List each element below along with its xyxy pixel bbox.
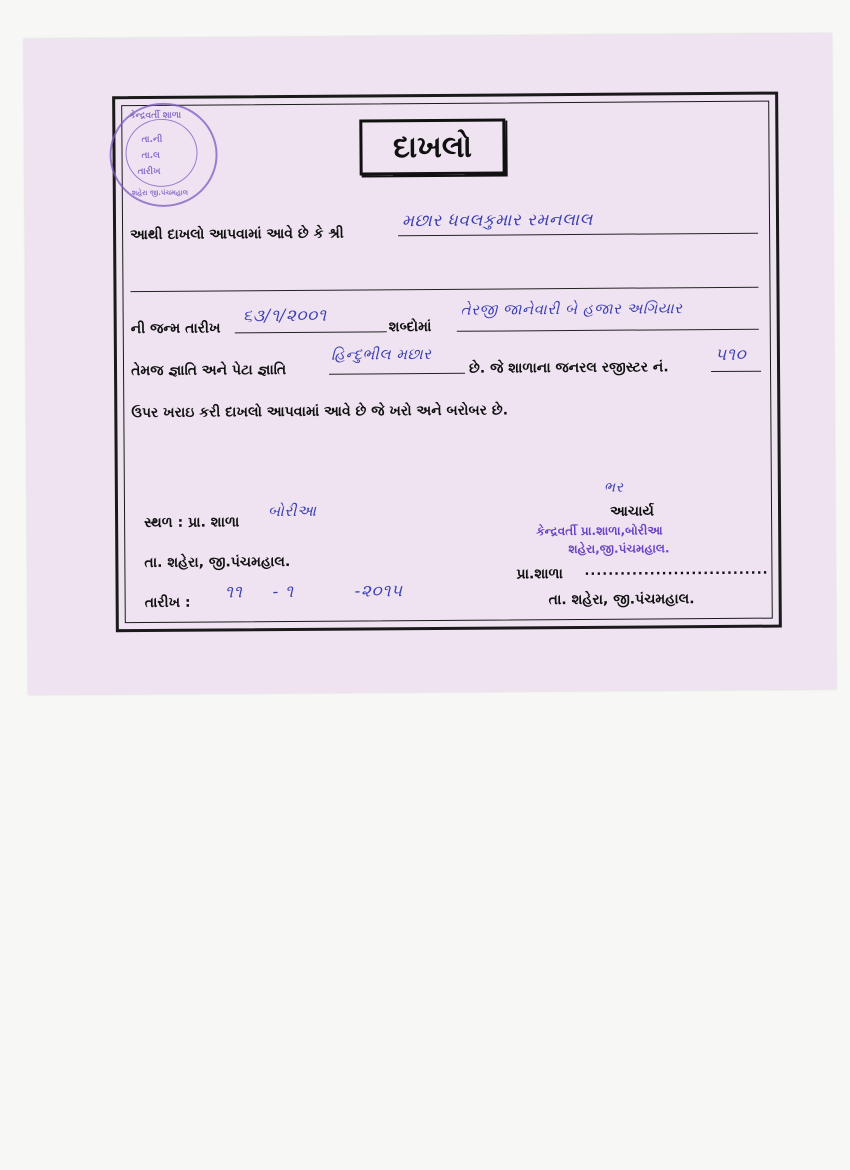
place-value: બોરીઆ [267, 501, 317, 521]
date-month: - ૧ [272, 581, 294, 603]
dob-words: તેરજી જાનેવારી બે હજાર અગિયાર [460, 299, 683, 319]
register-number: ૫૧૦ [714, 344, 747, 366]
dob-words-label: શબ્દોમાં [388, 318, 432, 336]
certificate-title: દાખલો [392, 129, 473, 165]
seal-inner-ring [125, 119, 197, 188]
seal-line-b: તા.લ [141, 150, 160, 162]
school-label: પ્રા.શાળા [516, 566, 563, 583]
register-text: છે. જે શાળાના જનરલ રજીસ્ટર નં. [468, 359, 669, 377]
school-seal-stamp [109, 102, 218, 207]
date-year: -૨૦૧૫ [354, 581, 403, 602]
certificate-paper [24, 33, 837, 695]
date-label: તારીખ : [144, 594, 191, 611]
caste-value: હિન્દુભીલ મછાર [330, 344, 432, 364]
principal-stamp-line2: શહેરા,જી.પંચમહાલ. [568, 541, 670, 557]
seal-line-a: તા.ની [141, 134, 163, 146]
footer-taluka-left: તા. શહેરા, જી.પંચમહાલ. [144, 553, 291, 571]
line4-text: ઉપર ખરાઇ કરી દાખલો આપવામાં આવે છે જે ખરો અને બરોબર છે. [131, 402, 509, 422]
dob-digits: ૬૩/૧/૨૦૦૧ [242, 305, 327, 327]
seal-line-c: તારીખ [137, 166, 161, 178]
seal-top-text: કેન્દ્રવર્તી શાળા [129, 110, 182, 122]
date-day: ૧૧ [224, 582, 243, 603]
caste-prefix: તેમજ જ્ઞાતિ અને પેટા જ્ઞાતિ [130, 362, 287, 380]
principal-initials: ભર [603, 479, 624, 496]
principal-title: આચાર્ય [609, 503, 654, 520]
certificate-border [112, 92, 782, 633]
footer-taluka-right: તા. શહેરા, જી.પંચમહાલ. [548, 591, 695, 609]
seal-bottom-text: શહેરા જી.પંચમહાલ [131, 188, 189, 198]
principal-stamp-line1: કેન્દ્રવર્તી પ્રા.શાળા,બોરીઆ [536, 523, 663, 539]
student-name: મછાર ધવલકુમાર રમનલાલ [401, 209, 593, 232]
school-dots: ............................... [584, 562, 769, 579]
place-label: સ્થળ : પ્રા. શાળા [144, 514, 240, 531]
dob-prefix: ની જન્મ તારીખ [130, 320, 221, 338]
line1-prefix: આથી દાખલો આપવામાં આવે છે કે શ્રી [130, 225, 344, 244]
title-box [359, 118, 505, 175]
